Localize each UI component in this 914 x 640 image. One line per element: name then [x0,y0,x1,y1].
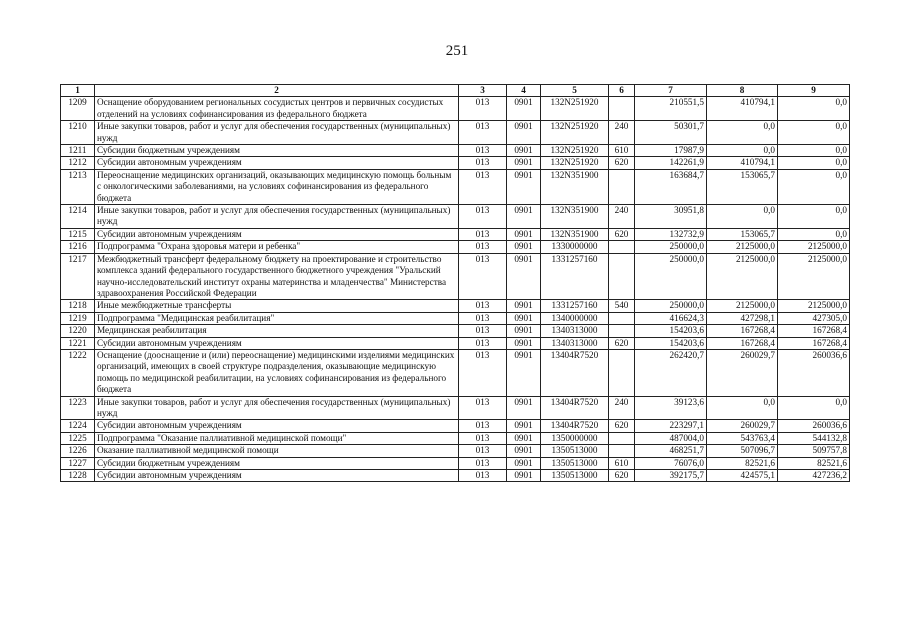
col-header-5: 5 [541,85,609,97]
row-name: Оснащение (дооснащение и (или) переоснащение) медицинскими изделиями медицинских организаций, имеющих в своей структуре подразделения, оказывающие медицинскую помощь по медицинской реабилитации, на условиях софинансирования из федерального бюджета [95,349,459,396]
table-row [61,145,850,157]
row-col-3: 013 [459,205,507,229]
row-col-9: 2125000,0 [778,300,850,312]
row-col-7: 132732,9 [635,228,707,240]
row-col-9: 0,0 [778,228,850,240]
row-name: Оснащение оборудованием региональных сосудистых центров и первичных сосудистых отделений на условиях софинансирования из федерального бюджета [95,97,459,121]
col-header-9: 9 [778,85,850,97]
row-col-4: 0901 [507,205,541,229]
row-number: 1228 [61,470,95,482]
row-col-4: 0901 [507,241,541,253]
row-col-3: 013 [459,228,507,240]
row-col-4: 0901 [507,337,541,349]
row-col-5: 13404R7520 [541,420,609,432]
row-col-9: 82521,6 [778,457,850,469]
row-col-7: 154203,6 [635,325,707,337]
row-col-8: 507096,7 [707,445,778,457]
row-number: 1211 [61,145,95,157]
row-col-6: 610 [609,457,635,469]
row-col-5: 1350513000 [541,457,609,469]
row-col-5: 132N251920 [541,97,609,121]
row-name: Субсидии автономным учреждениям [95,228,459,240]
row-col-7: 392175,7 [635,470,707,482]
table-row [61,457,850,469]
row-col-6: 240 [609,396,635,420]
row-name: Иные закупки товаров, работ и услуг для обеспечения государственных (муниципальных) нужд [95,121,459,145]
col-header-4: 4 [507,85,541,97]
row-col-8: 410794,1 [707,157,778,169]
col-header-2: 2 [95,85,459,97]
row-col-4: 0901 [507,145,541,157]
row-col-3: 013 [459,169,507,204]
row-col-8: 260029,7 [707,420,778,432]
row-col-4: 0901 [507,457,541,469]
row-col-7: 250000,0 [635,300,707,312]
row-col-4: 0901 [507,253,541,300]
row-col-9: 0,0 [778,169,850,204]
row-col-7: 223297,1 [635,420,707,432]
row-name: Субсидии бюджетным учреждениям [95,145,459,157]
row-col-5: 132N351900 [541,205,609,229]
row-col-9: 167268,4 [778,337,850,349]
row-number: 1226 [61,445,95,457]
row-col-3: 013 [459,337,507,349]
page-number: 251 [445,43,469,59]
row-col-3: 013 [459,121,507,145]
row-name: Медицинская реабилитация [95,325,459,337]
row-col-5: 1340313000 [541,337,609,349]
table-row [61,241,850,253]
row-col-9: 544132,8 [778,432,850,444]
row-name: Оказание паллиативной медицинской помощи [95,445,459,457]
row-col-8: 410794,1 [707,97,778,121]
row-col-5: 1340313000 [541,325,609,337]
row-col-3: 013 [459,396,507,420]
row-col-4: 0901 [507,325,541,337]
row-name: Иные межбюджетные трансферты [95,300,459,312]
row-col-8: 0,0 [707,145,778,157]
row-col-7: 468251,7 [635,445,707,457]
row-col-8: 153065,7 [707,169,778,204]
row-col-6 [609,432,635,444]
row-col-5: 1350000000 [541,432,609,444]
col-header-8: 8 [707,85,778,97]
row-col-9: 260036,6 [778,420,850,432]
row-col-9: 509757,8 [778,445,850,457]
row-number: 1210 [61,121,95,145]
col-header-7: 7 [635,85,707,97]
table-row [61,325,850,337]
row-col-7: 210551,5 [635,97,707,121]
row-col-6: 240 [609,121,635,145]
row-name: Иные закупки товаров, работ и услуг для обеспечения государственных (муниципальных) нужд [95,396,459,420]
row-name: Подпрограмма "Оказание паллиативной медицинской помощи" [95,432,459,444]
row-col-8: 153065,7 [707,228,778,240]
row-col-5: 132N351900 [541,169,609,204]
row-col-5: 1350513000 [541,445,609,457]
budget-table [60,84,850,482]
row-col-9: 0,0 [778,145,850,157]
row-col-5: 1350513000 [541,470,609,482]
row-col-9: 0,0 [778,396,850,420]
row-col-6: 620 [609,420,635,432]
row-col-7: 487004,0 [635,432,707,444]
row-col-9: 2125000,0 [778,253,850,300]
table-row [61,300,850,312]
row-number: 1225 [61,432,95,444]
row-col-8: 2125000,0 [707,300,778,312]
row-col-5: 1330000000 [541,241,609,253]
row-col-5: 13404R7520 [541,396,609,420]
row-col-7: 250000,0 [635,241,707,253]
table-row [61,121,850,145]
row-col-3: 013 [459,157,507,169]
row-name: Переоснащение медицинских организаций, оказывающих медицинскую помощь больным с онкологическими заболеваниями, на условиях софинансирования из федерального бюджета [95,169,459,204]
table-body [61,97,850,482]
table-row [61,445,850,457]
row-col-3: 013 [459,145,507,157]
table-row [61,228,850,240]
row-col-3: 013 [459,300,507,312]
row-col-3: 013 [459,312,507,324]
row-col-6 [609,312,635,324]
row-col-6: 540 [609,300,635,312]
row-col-7: 250000,0 [635,253,707,300]
row-col-8: 0,0 [707,396,778,420]
row-name: Субсидии автономным учреждениям [95,337,459,349]
table-row [61,157,850,169]
row-col-8: 424575,1 [707,470,778,482]
table-row [61,396,850,420]
row-col-9: 427236,2 [778,470,850,482]
row-col-9: 0,0 [778,97,850,121]
table-row [61,169,850,204]
row-col-3: 013 [459,420,507,432]
row-col-6: 620 [609,228,635,240]
row-number: 1221 [61,337,95,349]
row-col-5: 1331257160 [541,300,609,312]
row-col-9: 2125000,0 [778,241,850,253]
row-col-6: 620 [609,157,635,169]
row-col-4: 0901 [507,445,541,457]
row-col-6 [609,169,635,204]
row-col-6 [609,241,635,253]
row-col-5: 13404R7520 [541,349,609,396]
row-col-3: 013 [459,325,507,337]
row-number: 1220 [61,325,95,337]
row-col-7: 17987,9 [635,145,707,157]
row-col-3: 013 [459,349,507,396]
header-row [61,85,850,97]
row-col-3: 013 [459,253,507,300]
table-row [61,470,850,482]
row-col-8: 260029,7 [707,349,778,396]
row-col-6: 240 [609,205,635,229]
row-number: 1223 [61,396,95,420]
row-col-7: 416624,3 [635,312,707,324]
table-row [61,432,850,444]
row-col-6 [609,97,635,121]
row-col-5: 1331257160 [541,253,609,300]
row-name: Субсидии автономным учреждениям [95,157,459,169]
row-col-4: 0901 [507,349,541,396]
row-number: 1218 [61,300,95,312]
table-row [61,253,850,300]
row-col-3: 013 [459,432,507,444]
row-number: 1212 [61,157,95,169]
row-col-9: 0,0 [778,121,850,145]
row-col-4: 0901 [507,157,541,169]
row-col-7: 154203,6 [635,337,707,349]
row-name: Иные закупки товаров, работ и услуг для обеспечения государственных (муниципальных) нужд [95,205,459,229]
table-row [61,205,850,229]
row-col-7: 30951,8 [635,205,707,229]
col-header-1: 1 [61,85,95,97]
row-col-7: 163684,7 [635,169,707,204]
row-col-4: 0901 [507,312,541,324]
col-header-3: 3 [459,85,507,97]
row-col-5: 132N251920 [541,145,609,157]
row-number: 1222 [61,349,95,396]
row-name: Субсидии бюджетным учреждениям [95,457,459,469]
row-number: 1217 [61,253,95,300]
row-col-3: 013 [459,445,507,457]
row-col-7: 76076,0 [635,457,707,469]
row-col-6: 610 [609,145,635,157]
row-col-7: 262420,7 [635,349,707,396]
row-col-6: 620 [609,470,635,482]
table-row [61,312,850,324]
row-col-8: 427298,1 [707,312,778,324]
row-col-6: 620 [609,337,635,349]
row-col-8: 82521,6 [707,457,778,469]
row-col-4: 0901 [507,432,541,444]
row-col-3: 013 [459,470,507,482]
row-name: Подпрограмма "Медицинская реабилитация" [95,312,459,324]
row-col-3: 013 [459,457,507,469]
row-col-4: 0901 [507,97,541,121]
row-number: 1209 [61,97,95,121]
row-col-6 [609,349,635,396]
col-header-6: 6 [609,85,635,97]
table-row [61,337,850,349]
row-number: 1215 [61,228,95,240]
row-number: 1219 [61,312,95,324]
row-col-7: 39123,6 [635,396,707,420]
row-name: Подпрограмма "Охрана здоровья матери и ребенка" [95,241,459,253]
row-col-8: 0,0 [707,205,778,229]
row-number: 1214 [61,205,95,229]
row-col-6 [609,253,635,300]
row-col-5: 132N351900 [541,228,609,240]
row-col-4: 0901 [507,300,541,312]
table-row [61,420,850,432]
row-col-8: 2125000,0 [707,253,778,300]
row-number: 1227 [61,457,95,469]
row-col-5: 132N251920 [541,121,609,145]
row-col-8: 543763,4 [707,432,778,444]
row-col-9: 0,0 [778,157,850,169]
row-col-8: 0,0 [707,121,778,145]
row-col-8: 167268,4 [707,337,778,349]
row-number: 1224 [61,420,95,432]
row-col-9: 260036,6 [778,349,850,396]
row-name: Субсидии автономным учреждениям [95,420,459,432]
row-col-4: 0901 [507,228,541,240]
row-col-4: 0901 [507,121,541,145]
row-col-4: 0901 [507,470,541,482]
row-name: Межбюджетный трансферт федеральному бюджету на проектирование и строительство комплекса зданий федерального государственного бюджетного учреждения "Уральский научно-исследовательский институт охраны материнства и младенчества" Министерства здравоохранения Российской Федерации [95,253,459,300]
row-col-9: 427305,0 [778,312,850,324]
row-col-6 [609,325,635,337]
row-col-8: 167268,4 [707,325,778,337]
table-row [61,349,850,396]
row-col-9: 167268,4 [778,325,850,337]
row-col-6 [609,445,635,457]
row-col-3: 013 [459,97,507,121]
row-col-7: 142261,9 [635,157,707,169]
row-name: Субсидии автономным учреждениям [95,470,459,482]
row-number: 1213 [61,169,95,204]
row-number: 1216 [61,241,95,253]
row-col-4: 0901 [507,396,541,420]
row-col-8: 2125000,0 [707,241,778,253]
row-col-7: 50301,7 [635,121,707,145]
row-col-4: 0901 [507,420,541,432]
row-col-3: 013 [459,241,507,253]
row-col-9: 0,0 [778,205,850,229]
table-row [61,97,850,121]
row-col-5: 132N251920 [541,157,609,169]
row-col-5: 1340000000 [541,312,609,324]
row-col-4: 0901 [507,169,541,204]
